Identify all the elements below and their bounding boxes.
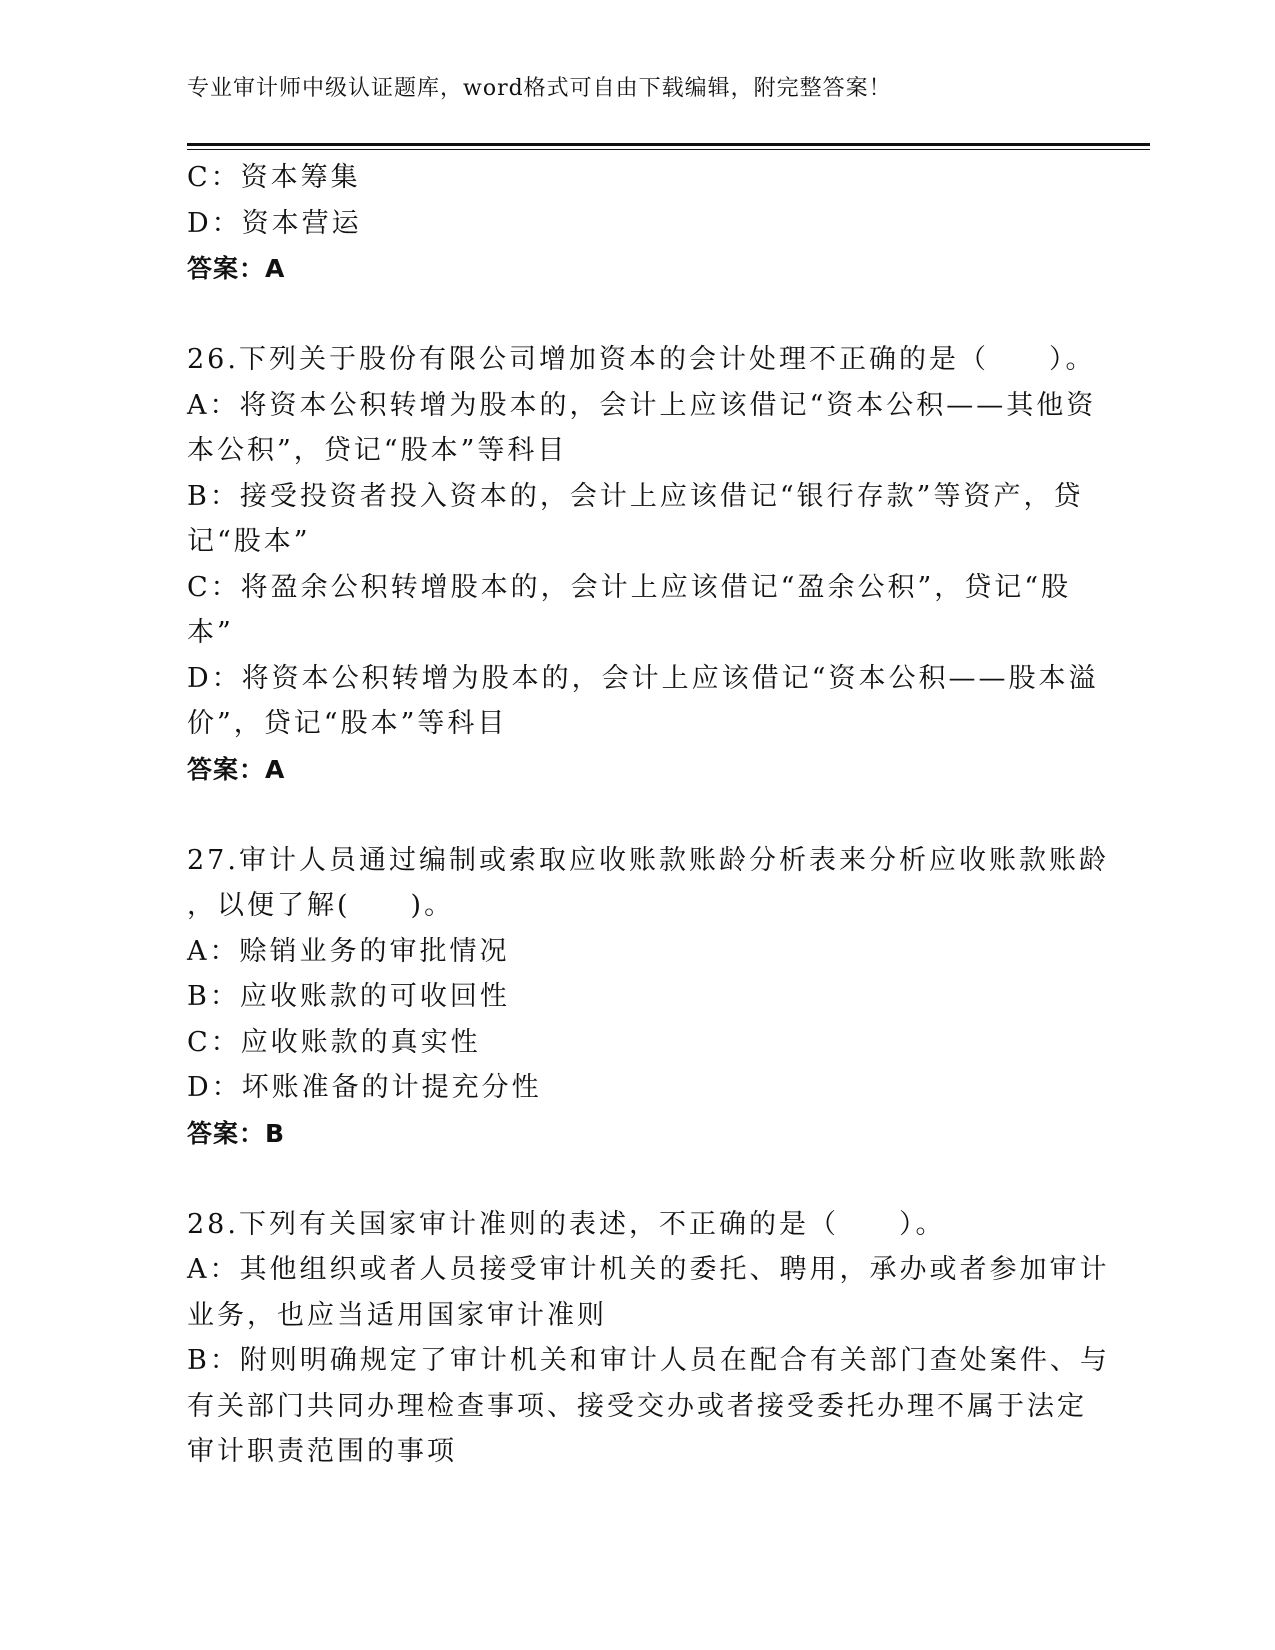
block-spacer [187,1156,1087,1202]
question-block [187,1202,1110,1475]
question-block [187,337,1099,792]
block-spacer [187,792,1087,838]
answer-line: 答案：A [187,754,286,784]
question-stem-line: 26.下列关于股份有限公司增加资本的会计处理不正确的是（ ）。 [187,344,1096,375]
text-line: D：资本营运 [187,207,362,239]
text-line: A：将资本公积转增为股本的，会计上应该借记“资本公积——其他资 [187,389,1097,421]
text-line: C：应收账款的真实性 [187,1026,481,1058]
text-line: ，以便了解( )。 [187,890,455,921]
text-line: D：坏账准备的计提充分性 [187,1072,542,1103]
text-line: A：赊销业务的审批情况 [187,935,510,967]
question-block [187,155,1087,292]
text-line: 业务，也应当适用国家审计准则 [187,1299,607,1331]
text-line: A：其他组织或者人员接受审计机关的委托、聘用，承办或者参加审计 [187,1254,1110,1285]
text-line: C：资本筹集 [187,162,361,193]
question-content [187,155,1110,1475]
answer-line: 答案：A [187,254,286,283]
text-line: 记“股本” [187,526,311,557]
question-block [187,838,1109,1157]
text-line: C：将盈余公积转增股本的，会计上应该借记“盈余公积”，贷记“股 [187,571,1072,603]
question-stem-line: 28.下列有关国家审计准则的表述，不正确的是（ ）。 [187,1208,946,1240]
answer-line: 答案：B [187,1118,286,1148]
page-header: 专业审计师中级认证题库，word格式可自由下载编辑，附完整答案！ [187,76,892,101]
text-line: B：接受投资者投入资本的，会计上应该借记“银行存款”等资产，贷 [187,480,1084,512]
block-spacer [187,292,1087,338]
text-line: 有关部门共同办理检查事项、接受交办或者接受委托办理不属于法定 [187,1390,1087,1422]
text-line: 本” [187,617,234,648]
text-line: 审计职责范围的事项 [187,1436,457,1467]
text-line: B：应收账款的可收回性 [187,981,510,1012]
text-line: D：将资本公积转增为股本的，会计上应该借记“资本公积——股本溢 [187,662,1099,694]
question-stem-line: 27.审计人员通过编制或索取应收账款账龄分析表来分析应收账款账龄 [187,844,1109,876]
text-line: 价”，贷记“股本”等科目 [187,708,508,739]
header-rule-thick [187,143,1150,146]
text-line: 本公积”，贷记“股本”等科目 [187,435,568,466]
header-rule-thin [187,149,1150,150]
text-line: B：附则明确规定了审计机关和审计人员在配合有关部门查处案件、与 [187,1345,1110,1376]
